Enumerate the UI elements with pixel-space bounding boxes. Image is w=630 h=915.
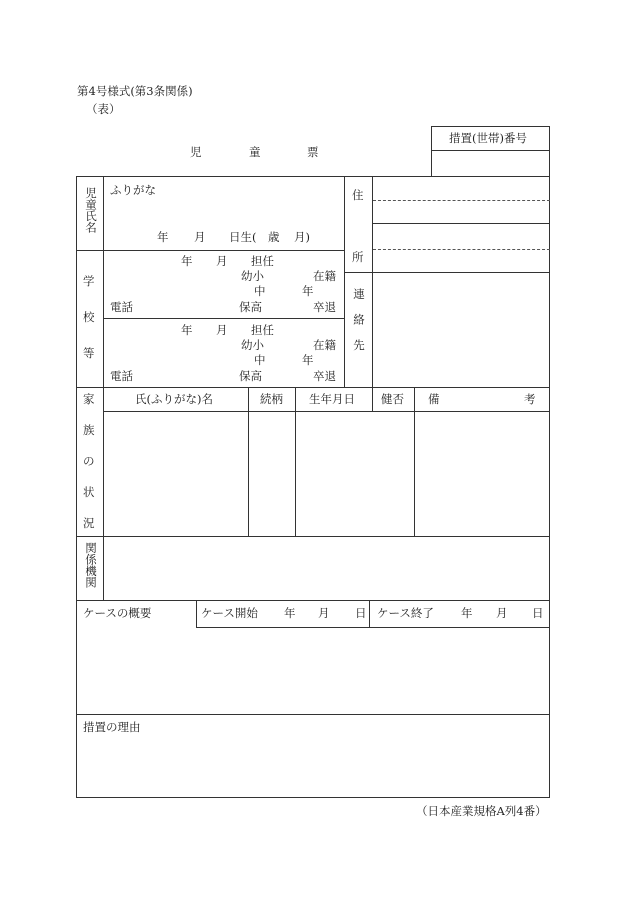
family-col-notes-1: 備 bbox=[428, 392, 440, 406]
family-label-3: の bbox=[83, 454, 95, 468]
school2-middle: 中 bbox=[254, 353, 266, 367]
case-end-label: ケース終了 bbox=[377, 606, 434, 620]
family-label-2: 族 bbox=[83, 423, 95, 437]
case-top-line bbox=[76, 600, 550, 601]
case-end-year: 年 bbox=[461, 606, 473, 620]
school2-kinder: 幼小 bbox=[241, 338, 264, 352]
child-name-label: 児童氏名 bbox=[84, 187, 98, 233]
school2-teacher: 担任 bbox=[251, 323, 274, 337]
child-name-input[interactable] bbox=[106, 200, 342, 224]
child-bottom-line bbox=[76, 250, 344, 251]
measure-number-label: 措置(世帯)番号 bbox=[449, 131, 527, 145]
school2-grade: 年 bbox=[302, 353, 314, 367]
school2-graduated: 卒退 bbox=[313, 369, 336, 383]
family-col-relation: 続柄 bbox=[260, 392, 283, 406]
family-col-health: 健否 bbox=[381, 392, 404, 406]
family-label-5: 況 bbox=[83, 516, 95, 530]
measure-number-divider bbox=[431, 150, 550, 151]
agencies-label: 関係機関 bbox=[84, 542, 98, 588]
school-mid-line bbox=[103, 318, 344, 319]
school1-phone: 電話 bbox=[110, 300, 133, 314]
case-overview-label: ケースの概要 bbox=[83, 606, 152, 620]
agencies-input[interactable] bbox=[105, 538, 549, 599]
case-start-day: 日 bbox=[355, 606, 367, 620]
reason-label: 措置の理由 bbox=[83, 720, 141, 734]
title-char-3: 票 bbox=[307, 145, 319, 159]
family-col-notes-2: 考 bbox=[524, 392, 536, 406]
case-start-year: 年 bbox=[284, 606, 296, 620]
school-label-3: 等 bbox=[83, 346, 95, 360]
address-label-top: 住 bbox=[352, 188, 364, 202]
case-start-label: ケース開始 bbox=[201, 606, 258, 620]
school-label-2: 校 bbox=[83, 310, 95, 324]
contact-input[interactable] bbox=[374, 274, 548, 386]
contact-label: 連絡先 bbox=[352, 288, 366, 365]
family-col-birth: 生年月日 bbox=[309, 392, 355, 406]
family-table-body[interactable] bbox=[104, 413, 549, 535]
school1-nursery-high: 保高 bbox=[239, 300, 262, 314]
case-divider-1 bbox=[196, 600, 197, 628]
family-label-4: 状 bbox=[83, 485, 95, 499]
form-side: （表） bbox=[86, 102, 121, 116]
school1-month: 月 bbox=[216, 254, 228, 268]
school2-phone: 電話 bbox=[110, 369, 133, 383]
family-header-line bbox=[103, 411, 550, 412]
birth-day: 日生( bbox=[229, 230, 257, 244]
address-label-line bbox=[372, 176, 373, 411]
form-number: 第4号様式(第3条関係) bbox=[77, 84, 193, 98]
case-end-month: 月 bbox=[496, 606, 508, 620]
family-col-name: 氏(ふりがな)名 bbox=[135, 392, 213, 406]
school1-enrolled: 在籍 bbox=[313, 269, 336, 283]
family-label-1: 家 bbox=[83, 392, 95, 406]
case-overview-input[interactable] bbox=[78, 630, 548, 712]
school2-year: 年 bbox=[181, 323, 193, 337]
case-start-month: 月 bbox=[318, 606, 330, 620]
school-label-1: 学 bbox=[83, 274, 95, 288]
reason-input[interactable] bbox=[78, 738, 548, 796]
age-label: 歳 bbox=[268, 230, 280, 244]
address-label-bottom: 所 bbox=[352, 250, 364, 264]
address-left-line bbox=[344, 176, 345, 387]
school1-teacher: 担任 bbox=[251, 254, 274, 268]
title-char-2: 童 bbox=[249, 145, 261, 159]
school1-grade: 年 bbox=[302, 284, 314, 298]
school1-graduated: 卒退 bbox=[313, 300, 336, 314]
school1-year: 年 bbox=[181, 254, 193, 268]
measure-number-input[interactable] bbox=[433, 152, 548, 175]
case-divider-2 bbox=[369, 600, 370, 628]
birth-month: 月 bbox=[194, 230, 206, 244]
birth-year: 年 bbox=[157, 230, 169, 244]
footer-standard: （日本産業規格A列4番） bbox=[416, 804, 547, 818]
case-end-day: 日 bbox=[532, 606, 544, 620]
agencies-top-line bbox=[76, 536, 550, 537]
reason-top-line bbox=[76, 714, 550, 715]
family-top-line bbox=[76, 387, 550, 388]
agencies-label-line bbox=[103, 536, 104, 600]
address-input[interactable] bbox=[374, 178, 548, 270]
case-header-bottom bbox=[196, 627, 550, 628]
school2-month: 月 bbox=[216, 323, 228, 337]
school1-middle: 中 bbox=[254, 284, 266, 298]
address-bottom-line bbox=[344, 272, 550, 273]
furigana-label: ふりがな bbox=[110, 183, 156, 197]
school2-nursery-high: 保高 bbox=[239, 369, 262, 383]
age-month: 月) bbox=[294, 230, 310, 244]
title-char-1: 児 bbox=[190, 145, 202, 159]
school1-kinder: 幼小 bbox=[241, 269, 264, 283]
school2-enrolled: 在籍 bbox=[313, 338, 336, 352]
